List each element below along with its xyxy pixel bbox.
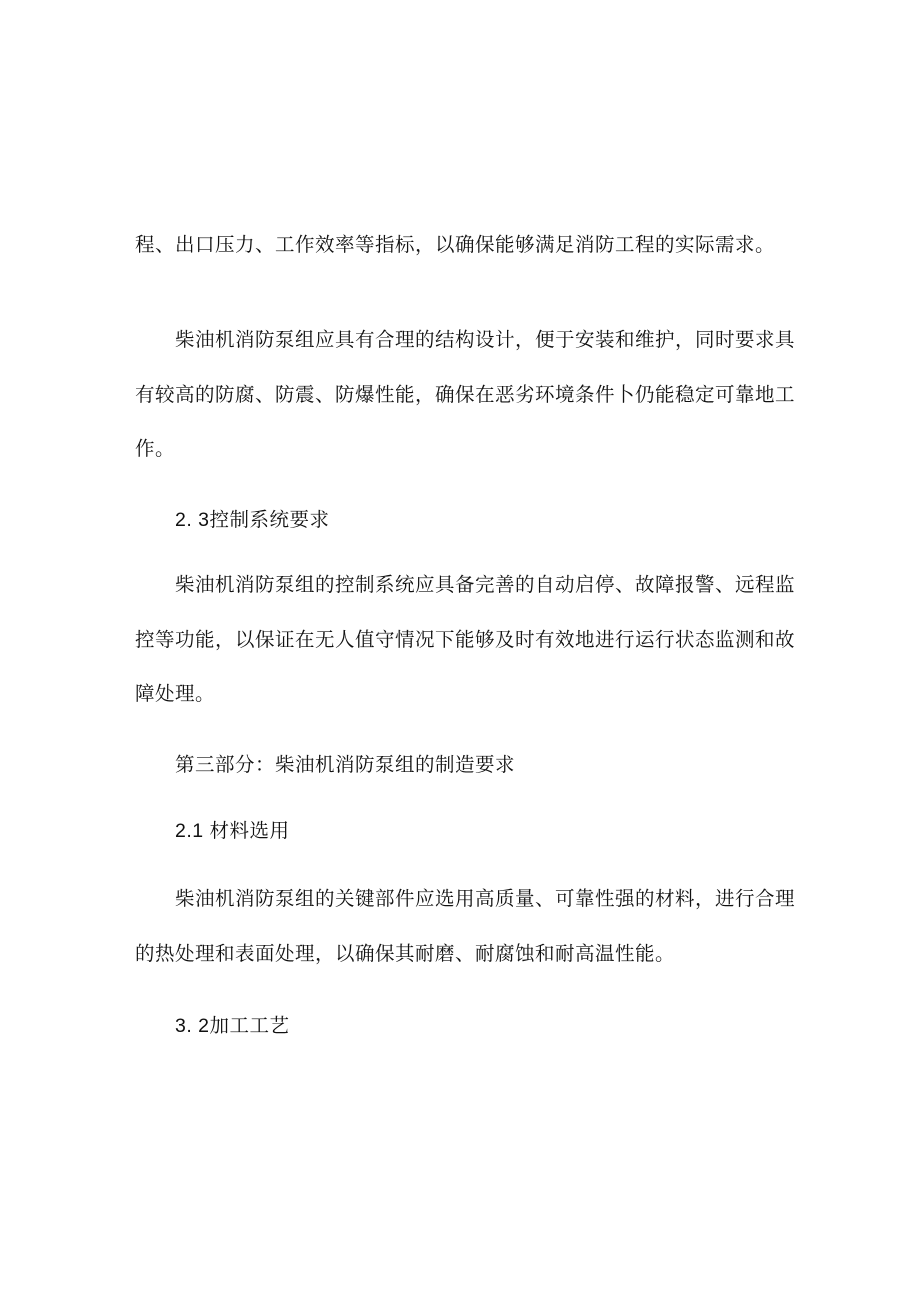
paragraph-line: 的热处理和表面处理，以确保其耐磨、耐腐蚀和耐高温性能。 <box>135 942 676 965</box>
section-heading: 2.1 材料选用 <box>175 820 290 842</box>
paragraph-line: 作。 <box>135 437 176 460</box>
paragraph-line: 柴油机消防泵组的关键部件应选用高质量、可靠性强的材料，进行合理 <box>175 887 796 910</box>
paragraph-line: 障处理。 <box>135 682 216 705</box>
section-heading: 3. 2加工工艺 <box>175 1015 290 1037</box>
paragraph-line: 柴油机消防泵组的控制系统应具备完善的自动启停、故障报警、远程监 <box>175 573 796 596</box>
paragraph-line: 有较高的防腐、防震、防爆性能，确保在恶劣环境条件卜仍能稳定可靠地工 <box>135 383 796 406</box>
paragraph-line: 控等功能，以保证在无人值守情况下能够及时有效地进行运行状态监测和故 <box>135 628 796 651</box>
part-heading: 第三部分：柴油机消防泵组的制造要求 <box>175 753 516 776</box>
section-heading: 2. 3控制系统要求 <box>175 509 330 531</box>
paragraph-line: 程、出口压力、工作效率等指标，以确保能够满足消防工程的实际需求。 <box>135 233 776 256</box>
paragraph-line: 柴油机消防泵组应具有合理的结构设计，便于安装和维护，同时要求具 <box>175 328 796 351</box>
